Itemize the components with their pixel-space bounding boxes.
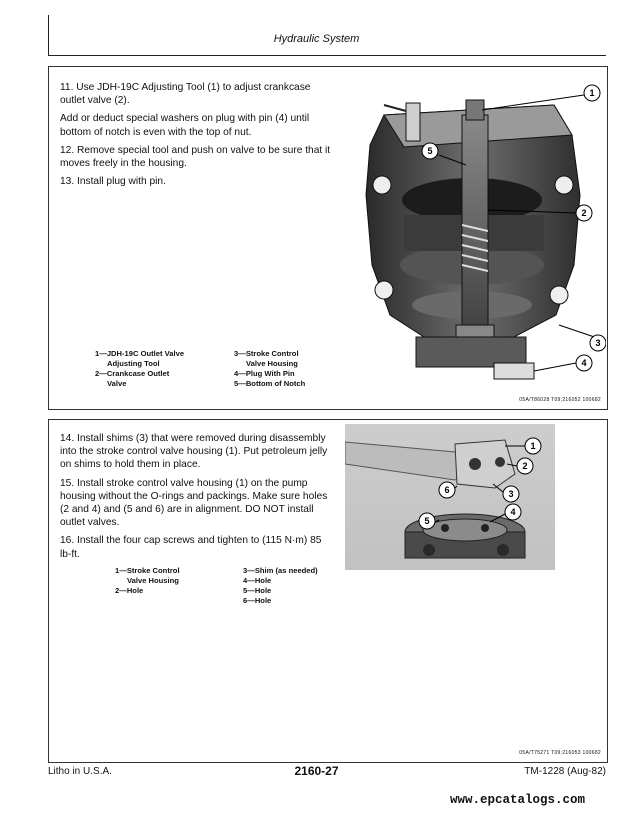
svg-text:1: 1 <box>589 88 595 98</box>
pump-cutaway-illustration <box>344 75 606 390</box>
step-15: 15. Install stroke control valve housing (1) on the pump housing without the O-rings and packings. Make sure holes (2 and 4) and (5 and 6) are in alignment. DO NOT install outlet valves. <box>60 477 328 529</box>
step-11: 11. Use JDH-19C Adjusting Tool (1) to adjust crankcase outlet valve (2). <box>60 82 311 107</box>
step-13: 13. Install plug with pin. <box>60 176 166 188</box>
svg-text:5: 5 <box>424 516 430 526</box>
steps-14-16 <box>60 432 335 566</box>
page-section-title: Hydraulic System <box>273 33 360 45</box>
svg-text:2: 2 <box>522 461 528 471</box>
step-11-note: Add or deduct special washers on plug with pin (4) until bottom of notch is even with the top of nut. <box>60 113 310 138</box>
footer-right: TM-1228 (Aug-82) <box>524 766 606 777</box>
step-16: 16. Install the four cap screws and tighten to (115 N·m) 85 lb-ft. <box>60 535 322 560</box>
svg-text:4: 4 <box>581 358 587 368</box>
image-reference-2: 05A/T75271 T09;216053 100682 <box>519 750 601 756</box>
watermark: www.epcatalogs.com <box>449 793 585 807</box>
page-number: 2160-27 <box>294 764 339 778</box>
steps-11-13 <box>60 81 332 193</box>
legend-right-1: 3—Stroke Control Valve Housing 4—Plug With Pin 5—Bottom of Notch <box>234 349 306 388</box>
svg-text:5: 5 <box>427 146 433 156</box>
step-12: 12. Remove special tool and push on valve to be sure that it moves freely in the housing. <box>60 144 331 170</box>
legend-left-1: 1—JDH-19C Outlet Valve Adjusting Tool 2—Crankcase Outlet Valve <box>95 349 185 388</box>
callout-3 <box>559 325 606 351</box>
procedure-panel-1 <box>48 66 608 410</box>
legend-left-2: 1—Stroke Control Valve Housing 2—Hole <box>115 566 180 595</box>
svg-text:1: 1 <box>530 441 536 451</box>
footer-left: Litho in U.S.A. <box>48 766 112 777</box>
svg-text:3: 3 <box>508 489 514 499</box>
image-reference-1: 05A/T86028 T09;216052 100682 <box>519 397 601 403</box>
procedure-panel-2 <box>48 419 608 763</box>
header-rule <box>48 55 606 56</box>
svg-text:2: 2 <box>581 208 587 218</box>
step-14: 14. Install shims (3) that were removed during disassembly into the stroke control valve housing (1). Put petroleum jelly on shims to hold them in place. <box>60 433 328 471</box>
callout-4 <box>534 355 592 371</box>
svg-text:4: 4 <box>510 507 516 517</box>
legend-right-2: 3—Shim (as needed) 4—Hole 5—Hole 6—Hole <box>243 566 318 605</box>
svg-text:6: 6 <box>444 485 450 495</box>
svg-text:3: 3 <box>595 338 601 348</box>
pump-assembly-photo <box>345 424 605 570</box>
